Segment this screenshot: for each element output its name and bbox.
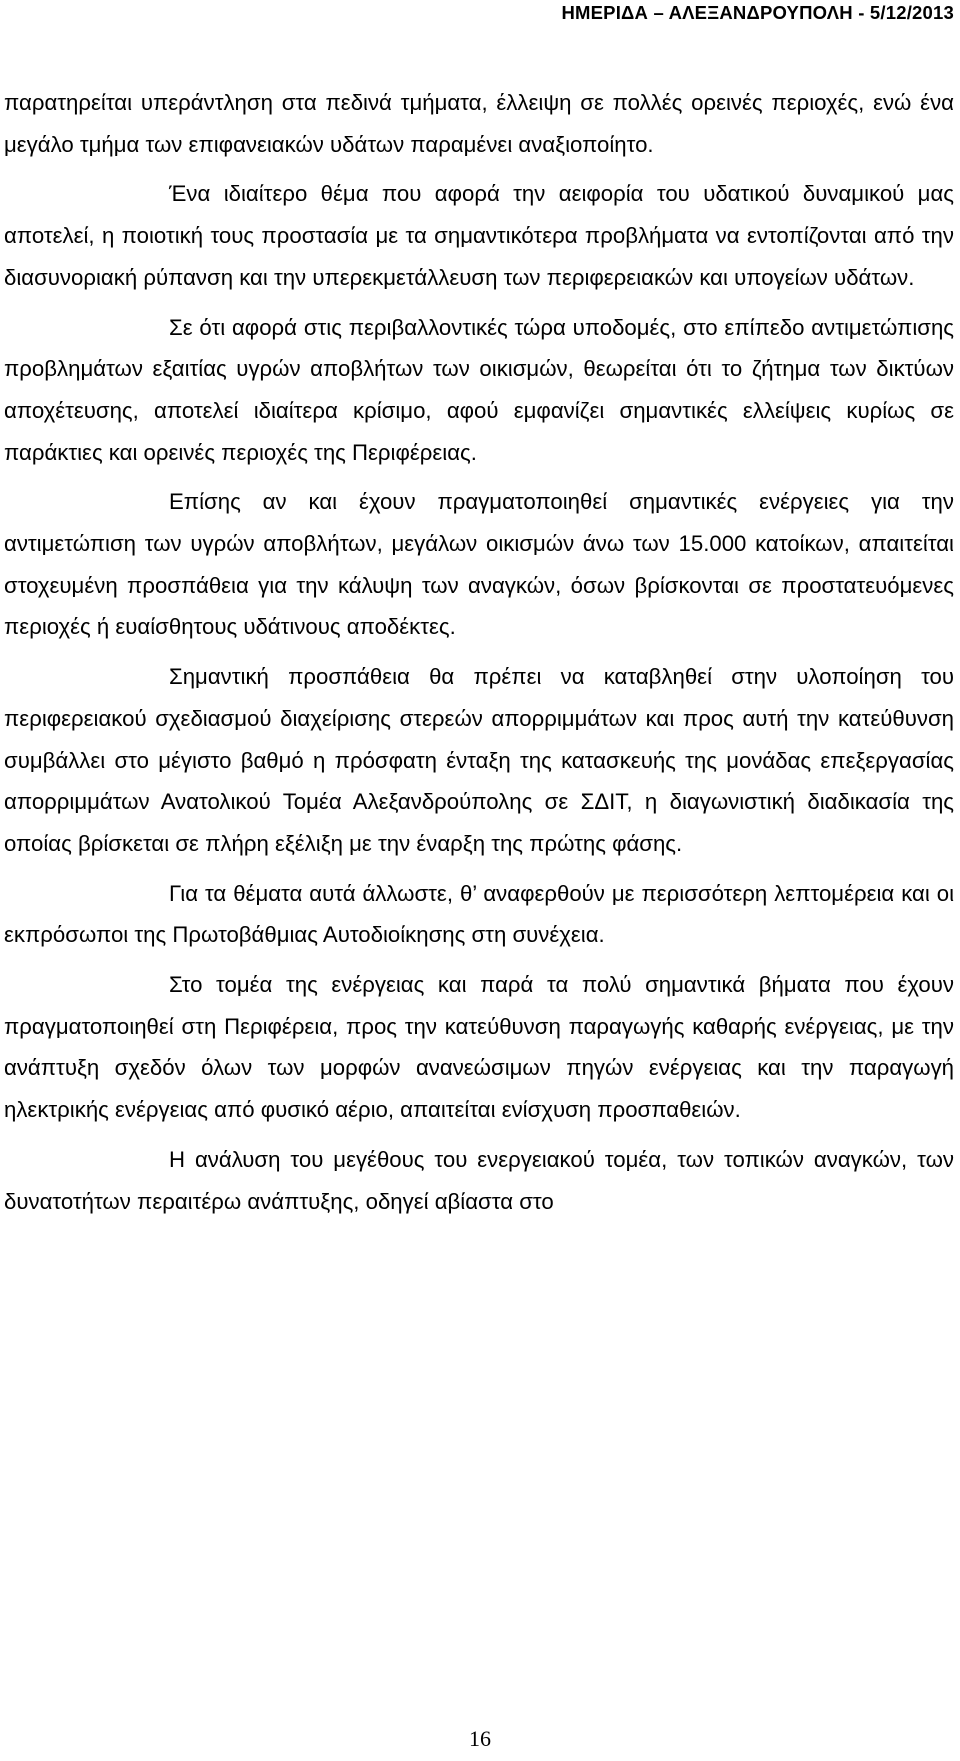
paragraph-1: παρατηρείται υπεράντληση στα πεδινά τμήματα, έλλειψη σε πολλές ορεινές περιοχές, ενώ ένα μεγάλο τμήμα των επιφανειακών υδάτων παραμένει αναξιοποίητο.	[4, 90, 954, 157]
header-title: ΗΜΕΡΙΔΑ – ΑΛΕΞΑΝΔΡΟΥΠΟΛΗ - 5/12/2013	[561, 2, 954, 23]
document-body	[4, 82, 954, 1222]
paragraph-7: Στο τομέα της ενέργειας και παρά τα πολύ σημαντικά βήματα που έχουν πραγματοποιηθεί στη Περιφέρεια, προς την κατεύθυνση παραγωγής καθαρής ενέργειας, με την ανάπτυξη σχεδόν όλων των μορφών ανανεώσιμων πηγών ενέργειας και την παραγωγή ηλεκτρικής ενέργειας από φυσικό αέριο, απαιτείται ενίσχυση προσπαθειών.	[4, 972, 954, 1123]
paragraph-8: Η ανάλυση του μεγέθους του ενεργειακού τομέα, των τοπικών αναγκών, των δυνατοτήτων περαιτέρω ανάπτυξης, οδηγεί αβίαστα στο	[4, 1146, 954, 1214]
paragraph-5: Σημαντική προσπάθεια θα πρέπει να καταβληθεί στην υλοποίηση του περιφερειακού σχεδιασμού διαχείρισης στερεών απορριμμάτων και προς αυτή την κατεύθυνση συμβάλλει στο μέγιστο βαθμό η πρόσφατη ένταξη της κατασκευής της μονάδας επεξεργασίας απορριμμάτων Ανατολικού Τομέα Αλεξανδρούπολης σε ΣΔΙΤ, η διαγωνιστική διαδικασία της οποίας βρίσκεται σε πλήρη εξέλιξη με την έναρξη της πρώτης φάσης.	[4, 664, 954, 856]
paragraph-2: Ένα ιδιαίτερο θέμα που αφορά την αειφορία του υδατικού δυναμικού μας αποτελεί, η ποιοτική τους προστασία με τα σημαντικότερα προβλήματα να εντοπίζονται από την διασυνοριακή ρύπανση και την υπερεκμετάλλευση των περιφερειακών και υπογείων υδάτων.	[4, 181, 954, 290]
paragraph-3: Σε ότι αφορά στις περιβαλλοντικές τώρα υποδομές, στο επίπεδο αντιμετώπισης προβλημάτων εξαιτίας υγρών αποβλήτων των οικισμών, θεωρείται ότι το ζήτημα των δικτύων αποχέτευσης, αποτελεί ιδιαίτερα κρίσιμο, αφού εμφανίζει σημαντικές ελλείψεις κυρίως σε παράκτιες και ορεινές περιοχές της Περιφέρειας.	[4, 314, 954, 465]
page-header	[0, 0, 960, 26]
page-number: 16	[469, 1726, 491, 1751]
paragraph-4: Επίσης αν και έχουν πραγματοποιηθεί σημαντικές ενέργειες για την αντιμετώπιση των υγρών αποβλήτων, μεγάλων οικισμών άνω των 15.000 κατοίκων, απαιτείται στοχευμένη προσπάθεια για την κάλυψη των αναγκών, όσων βρίσκονται σε προστατευόμενες περιοχές ή ευαίσθητους υδάτινους αποδέκτες.	[4, 489, 954, 640]
paragraph-6: Για τα θέματα αυτά άλλωστε, θ’ αναφερθούν με περισσότερη λεπτομέρεια και οι εκπρόσωποι της Πρωτοβάθμιας Αυτοδιοίκησης στη συνέχεια.	[4, 880, 954, 948]
